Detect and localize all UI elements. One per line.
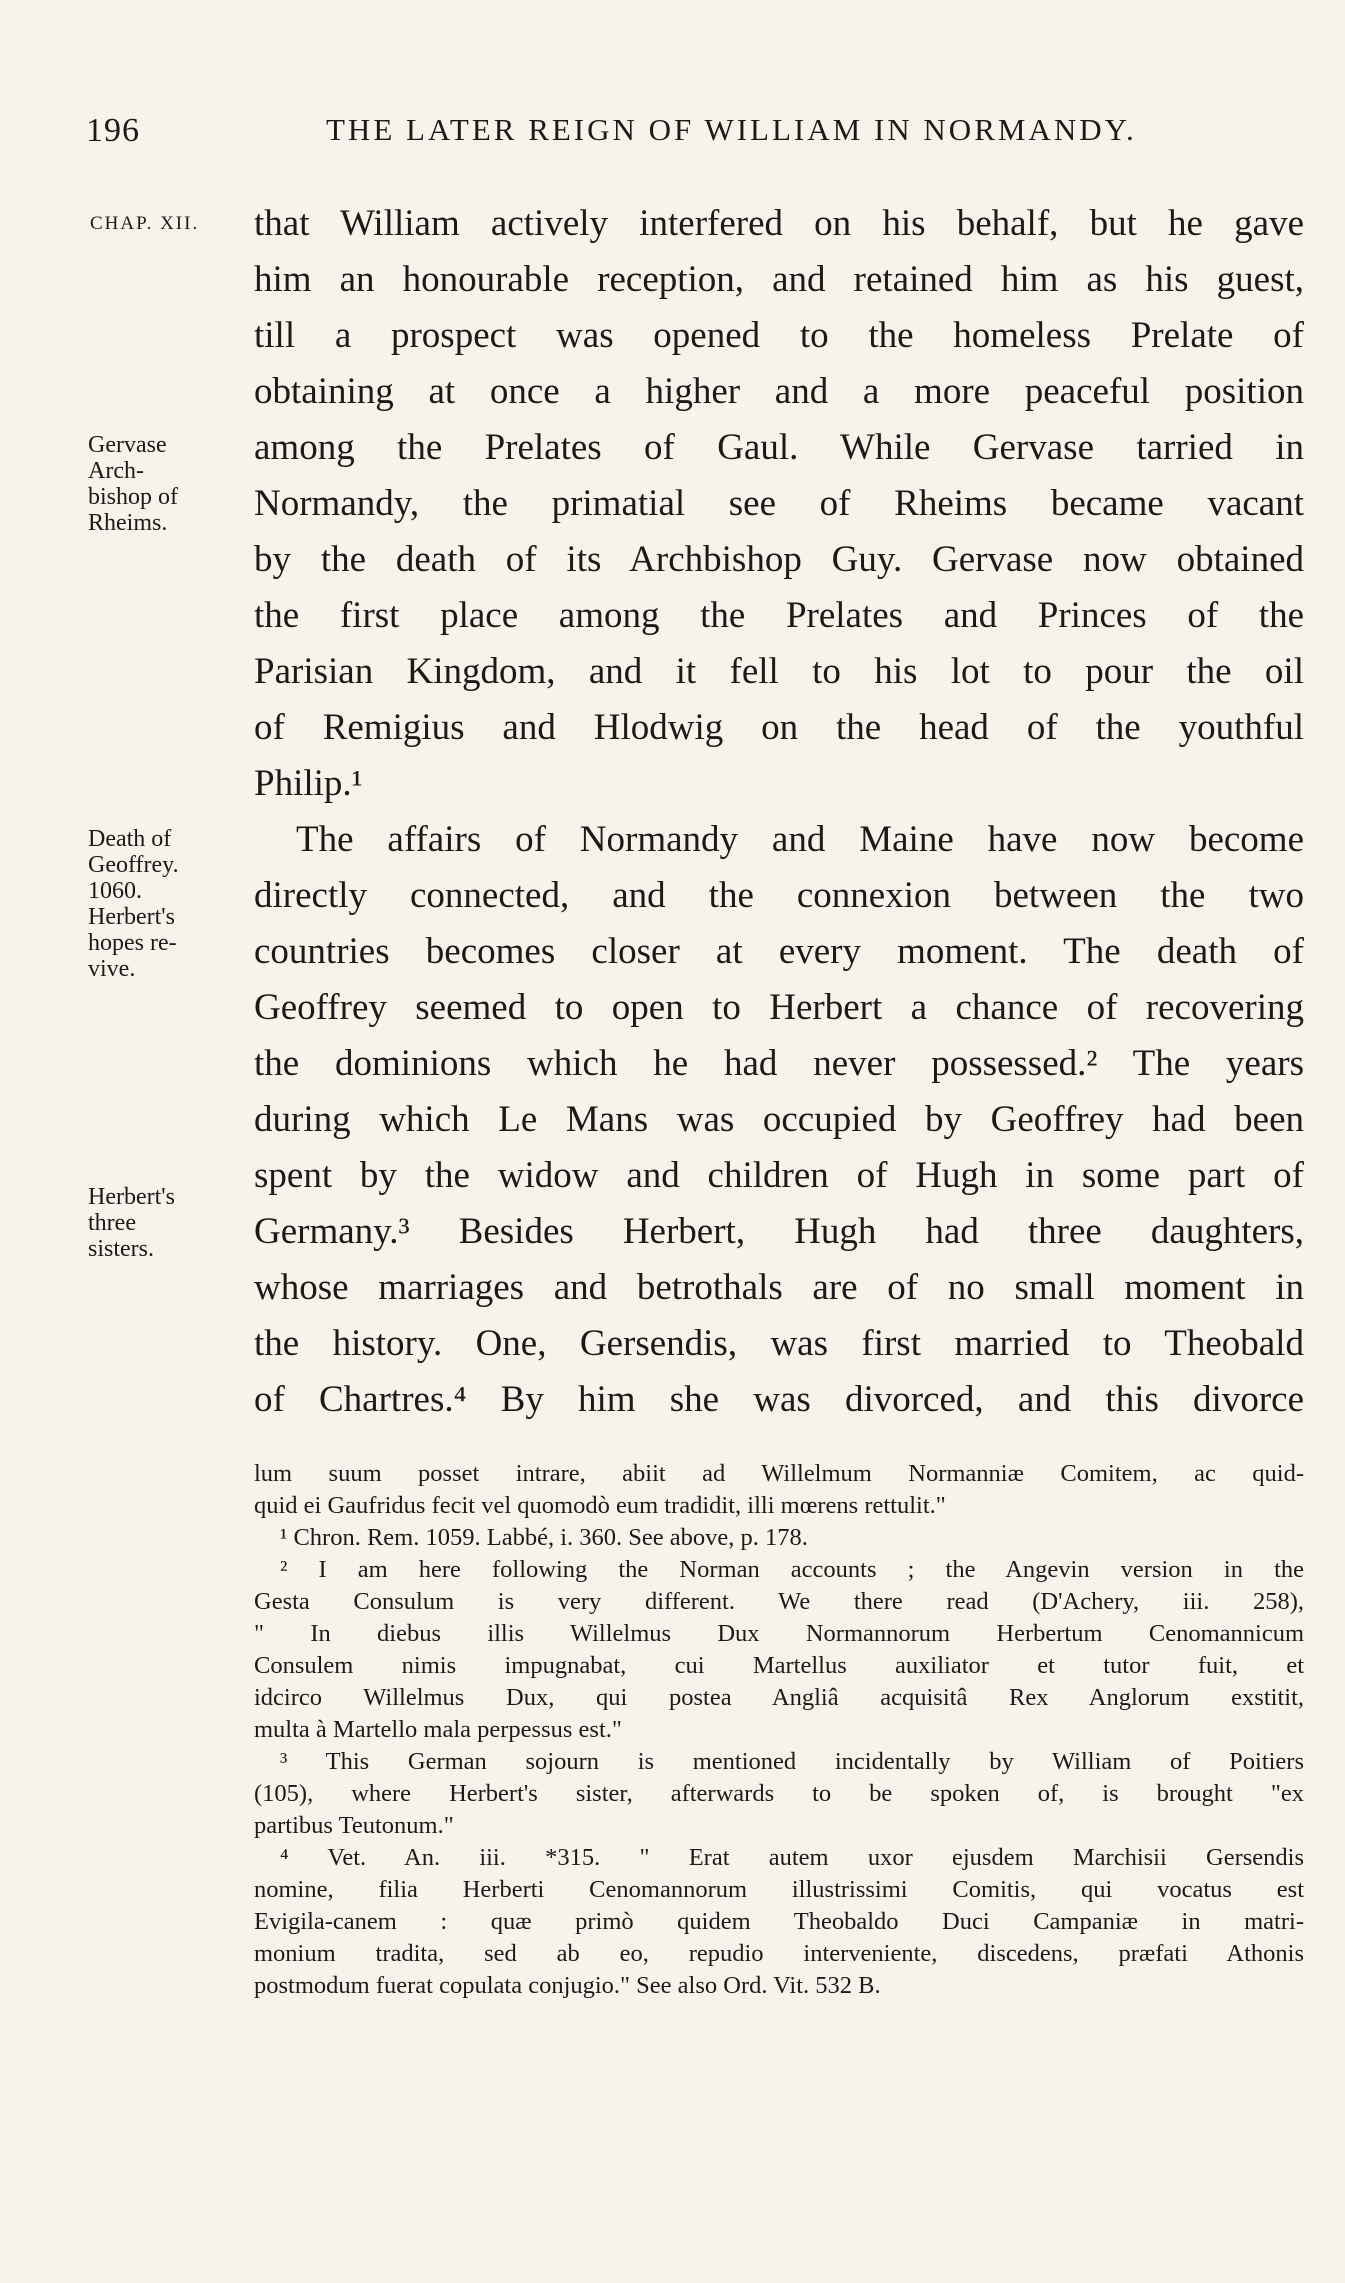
side-note-line: hopes re-: [88, 930, 177, 956]
side-note-line: Herbert's: [88, 1184, 175, 1210]
footnote-line: (105), where Herbert's sister, afterwards to be spoken of, is brought "ex: [254, 1780, 1304, 1807]
footnote-2: ² I am here following the Norman accounts ; the Angevin version in the: [280, 1556, 1304, 1583]
body-line: spent by the widow and children of Hugh in some part of: [254, 1155, 1304, 1196]
side-note-line: Rheims.: [88, 510, 168, 536]
side-note-line: Geoffrey.: [88, 852, 179, 878]
footnote-line: nomine, filia Herberti Cenomannorum illustrissimi Comitis, qui vocatus est: [254, 1876, 1304, 1903]
footnote-line: multa à Martello mala perpessus est.": [254, 1716, 622, 1743]
side-note-line: bishop of: [88, 484, 178, 510]
body-line: obtaining at once a higher and a more peaceful position: [254, 371, 1304, 412]
side-note-line: Herbert's: [88, 904, 175, 930]
footnote-line: Consulem nimis impugnabat, cui Martellus auxiliator et tutor fuit, et: [254, 1652, 1304, 1679]
footnote-1: ¹ Chron. Rem. 1059. Labbé, i. 360. See above, p. 178.: [280, 1524, 808, 1551]
footnote-line: postmodum fuerat copulata conjugio." See also Ord. Vit. 532 B.: [254, 1972, 881, 1999]
body-line: Germany.³ Besides Herbert, Hugh had three daughters,: [254, 1211, 1304, 1252]
body-line: Normandy, the primatial see of Rheims became vacant: [254, 483, 1304, 524]
footnote-3: ³ This German sojourn is mentioned incidentally by William of Poitiers: [280, 1748, 1304, 1775]
body-line: till a prospect was opened to the homeless Prelate of: [254, 315, 1304, 356]
side-note-gervase: [88, 432, 238, 536]
body-line: Geoffrey seemed to open to Herbert a chance of recovering: [254, 987, 1304, 1028]
side-note-death-of-geoffrey: [88, 826, 238, 982]
running-head: [86, 112, 1246, 156]
side-note-line: Gervase: [88, 432, 167, 458]
body-line: among the Prelates of Gaul. While Gervase tarried in: [254, 427, 1304, 468]
side-note-three-sisters: [88, 1184, 238, 1262]
side-note-line: vive.: [88, 956, 136, 982]
body-line: him an honourable reception, and retained him as his guest,: [254, 259, 1304, 300]
side-note-line: three: [88, 1210, 136, 1236]
running-title: THE LATER REIGN OF WILLIAM IN NORMANDY.: [326, 112, 1137, 147]
footnote-line: monium tradita, sed ab eo, repudio interveniente, discedens, præfati Athonis: [254, 1940, 1304, 1967]
body-line: during which Le Mans was occupied by Geoffrey had been: [254, 1099, 1304, 1140]
page-number: 196: [86, 112, 140, 149]
body-line: by the death of its Archbishop Guy. Gervase now obtained: [254, 539, 1304, 580]
chapter-label: CHAP. XII.: [90, 213, 200, 234]
footnote-line: partibus Teutonum.": [254, 1812, 454, 1839]
body-text: [254, 196, 1304, 1428]
footnote-4: ⁴ Vet. An. iii. *315. " Erat autem uxor ejusdem Marchisii Gersendis: [280, 1844, 1304, 1871]
side-note-line: Arch-: [88, 458, 144, 484]
footnote-line: lum suum posset intrare, abiit ad Willelmum Normanniæ Comitem, ac quid-: [254, 1460, 1304, 1487]
body-line: Parisian Kingdom, and it fell to his lot to pour the oil: [254, 651, 1304, 692]
footnote-line: quid ei Gaufridus fecit vel quomodò eum tradidit, illi mœrens rettulit.": [254, 1492, 946, 1519]
footnotes: [254, 1458, 1304, 2002]
side-note-line: sisters.: [88, 1236, 154, 1262]
body-line: countries becomes closer at every moment. The death of: [254, 931, 1304, 972]
body-line: of Chartres.⁴ By him she was divorced, and this divorce: [254, 1379, 1304, 1420]
body-line: the history. One, Gersendis, was first married to Theobald: [254, 1323, 1304, 1364]
side-note-line: 1060.: [88, 878, 142, 904]
body-line: directly connected, and the connexion between the two: [254, 875, 1304, 916]
body-line: the dominions which he had never possessed.² The years: [254, 1043, 1304, 1084]
footnote-line: idcirco Willelmus Dux, qui postea Angliâ acquisitâ Rex Anglorum exstitit,: [254, 1684, 1304, 1711]
side-note-line: Death of: [88, 826, 172, 852]
body-line: The affairs of Normandy and Maine have now become: [296, 819, 1304, 860]
footnote-line: " In diebus illis Willelmus Dux Normannorum Herbertum Cenomannicum: [254, 1620, 1304, 1647]
body-line: whose marriages and betrothals are of no small moment in: [254, 1267, 1304, 1308]
body-line: the first place among the Prelates and Princes of the: [254, 595, 1304, 636]
body-line: of Remigius and Hlodwig on the head of the youthful: [254, 707, 1304, 748]
body-line: that William actively interfered on his behalf, but he gave: [254, 203, 1304, 244]
body-line: Philip.¹: [254, 763, 363, 804]
footnote-line: Gesta Consulum is very different. We there read (D'Achery, iii. 258),: [254, 1588, 1304, 1615]
footnote-line: Evigila-canem : quæ primò quidem Theobaldo Duci Campaniæ in matri-: [254, 1908, 1304, 1935]
